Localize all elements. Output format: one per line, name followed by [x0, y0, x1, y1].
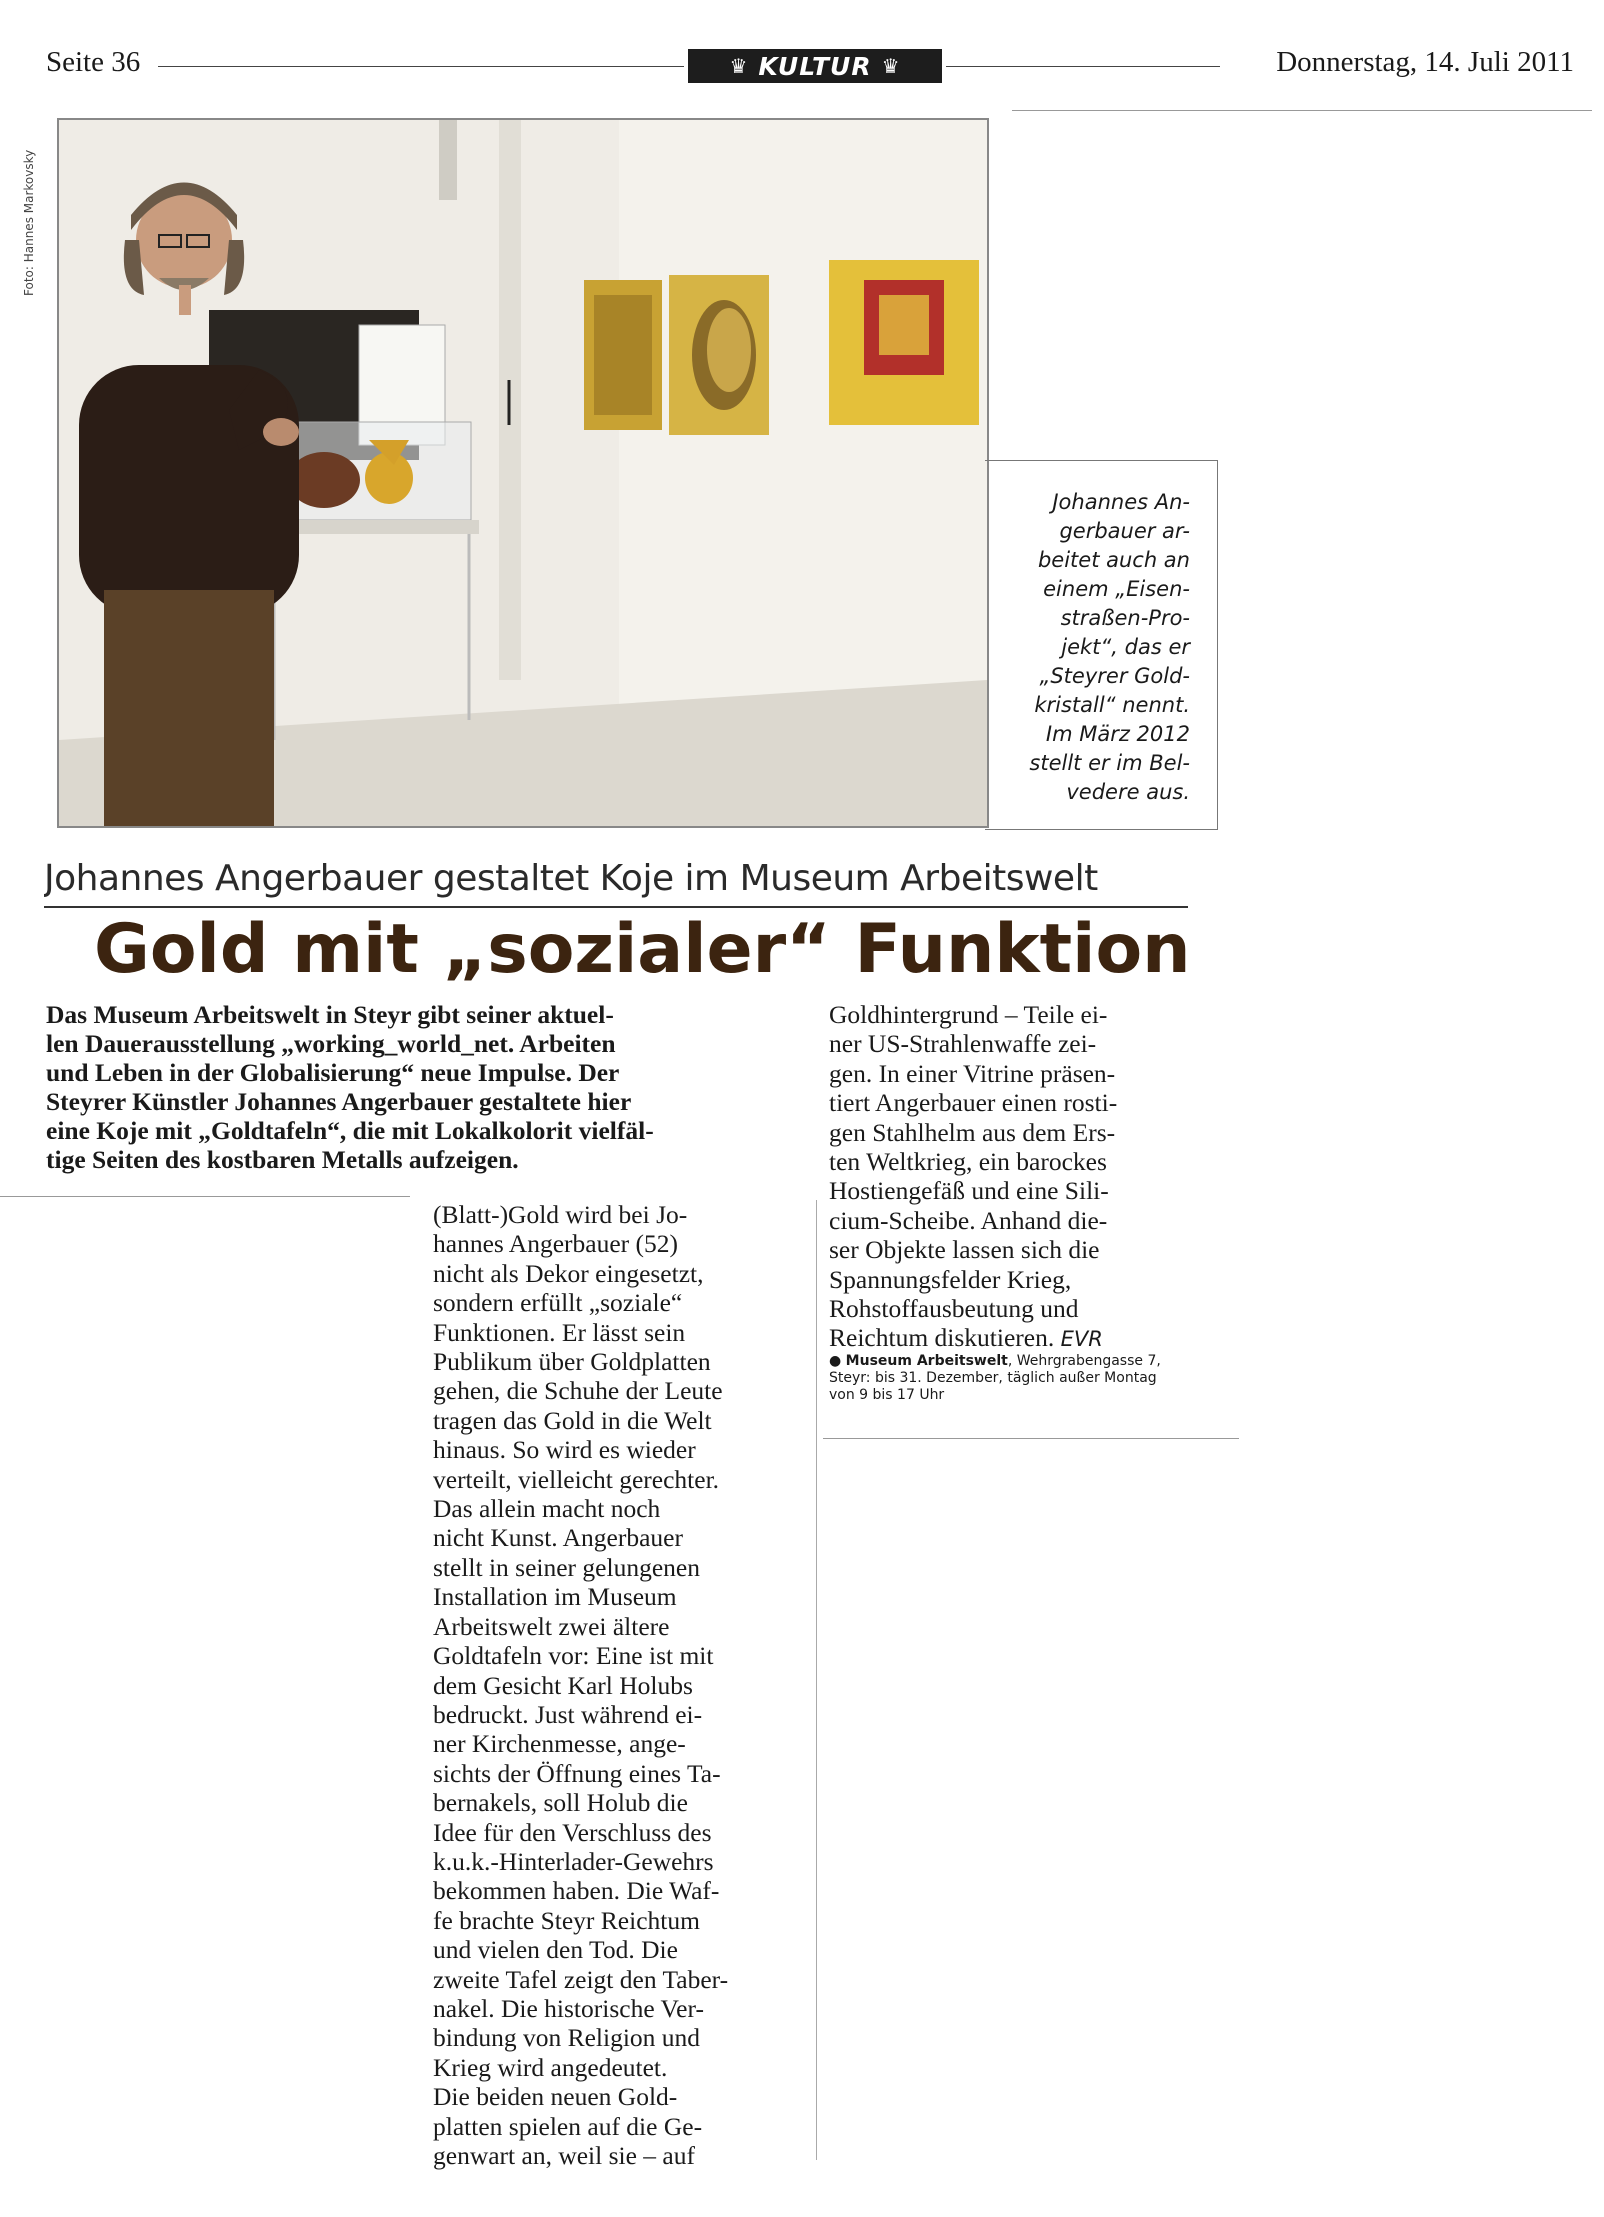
- article-overline: Johannes Angerbauer gestaltet Koje im Museum Arbeitswelt: [44, 858, 1098, 899]
- body-column-2-text: Goldhintergrund – Teile ei- ner US-Strahlenwaffe zei- gen. In einer Vitrine präsen- tiert Angerbauer einen rosti- gen Stahlhelm aus dem Ers- ten Weltkrieg, ein barockes Hostiengefäß und eine Sili- cium-Scheibe. Anhand die- ser Objekte lassen sich die Spannungsfelder Krieg, Rohstoffausbeutung und Reichtum diskutieren.: [829, 1000, 1118, 1353]
- body-column-1: (Blatt-)Gold wird bei Jo- hannes Angerbauer (52) nicht als Dekor eingesetzt, sondern erfüllt „soziale“ Funktionen. Er lässt sein Publikum über Goldplatten gehen, die Schuhe der Leute tragen das Gold in die Welt hinaus. So wird es wieder verteilt, vielleicht gerechter. Das allein macht noch nicht Kunst. Angerbauer stellt in seiner gelungenen Installation im Museum Arbeitswelt zwei ältere Goldtafeln vor: Eine ist mit dem Gesicht Karl Holubs bedruckt. Just während ei- ner Kirchenmesse, ange- sichts der Öffnung eines Ta- bernakels, soll Holub die Idee für den Verschluss des k.u.k.-Hinterlader-Gewehrs bekommen haben. Die Waf- fe brachte Steyr Reichtum und vielen den Tod. Die zweite Tafel zeigt den Taber- nakel. Die historische Ver- bindung von Religion und Krieg wird angedeutet. Die beiden neuen Gold- platten spielen auf die Ge- genwart an, weil sie – auf: [433, 1200, 729, 2170]
- article-lead: Das Museum Arbeitswelt in Steyr gibt seiner aktuel- len Dauerausstellung „working_world_net. Arbeiten und Leben in der Globalisierung“ neue Impulse. Der Steyrer Künstler Johannes Angerbauer gestaltete hier eine Koje mit „Goldtafeln“, die mit Lokalkolorit vielfäl- tige Seiten des kostbaren Metalls aufzeigen.: [46, 1000, 654, 1174]
- photo-credit: Foto: Hannes Markovsky: [22, 149, 36, 296]
- section-label: KULTUR: [758, 51, 872, 81]
- page-number: Seite 36: [46, 46, 141, 78]
- header-rule-left: [158, 66, 684, 67]
- crown-icon: ♛: [729, 54, 749, 78]
- divider: [823, 1438, 1239, 1439]
- issue-date: Donnerstag, 14. Juli 2011: [1276, 46, 1574, 78]
- section-badge: [688, 49, 942, 83]
- column-divider: [816, 1200, 817, 2160]
- museum-name: Museum Arbeitswelt: [845, 1353, 1008, 1369]
- museum-info: [829, 1353, 1189, 1404]
- museum-details: , Wehrgrabengasse 7, Steyr: bis 31. Dezember, täglich außer Montag von 9 bis 17 Uhr: [829, 1353, 1161, 1403]
- divider: [1012, 110, 1592, 111]
- crown-icon: ♛: [881, 54, 901, 78]
- divider: [0, 1196, 410, 1197]
- header-rule-right: [946, 66, 1220, 67]
- body-column-2: [829, 1000, 1185, 1355]
- photo-illustration: [59, 120, 987, 826]
- overline-rule: [44, 906, 1188, 908]
- article-headline: Gold mit „sozialer“ Funktion: [94, 910, 1191, 989]
- author-initials: EVR: [1060, 1327, 1103, 1352]
- photo-caption: Johannes An- gerbauer ar- beitet auch an einem „Eisen- straßen-Pro- jekt“, das er „Steyrer Gold- kristall“ nennt. Im März 2012 stellt er im Bel- vedere aus.: [1029, 490, 1190, 804]
- article-photo: [57, 118, 989, 828]
- bullet-icon: ●: [829, 1353, 842, 1369]
